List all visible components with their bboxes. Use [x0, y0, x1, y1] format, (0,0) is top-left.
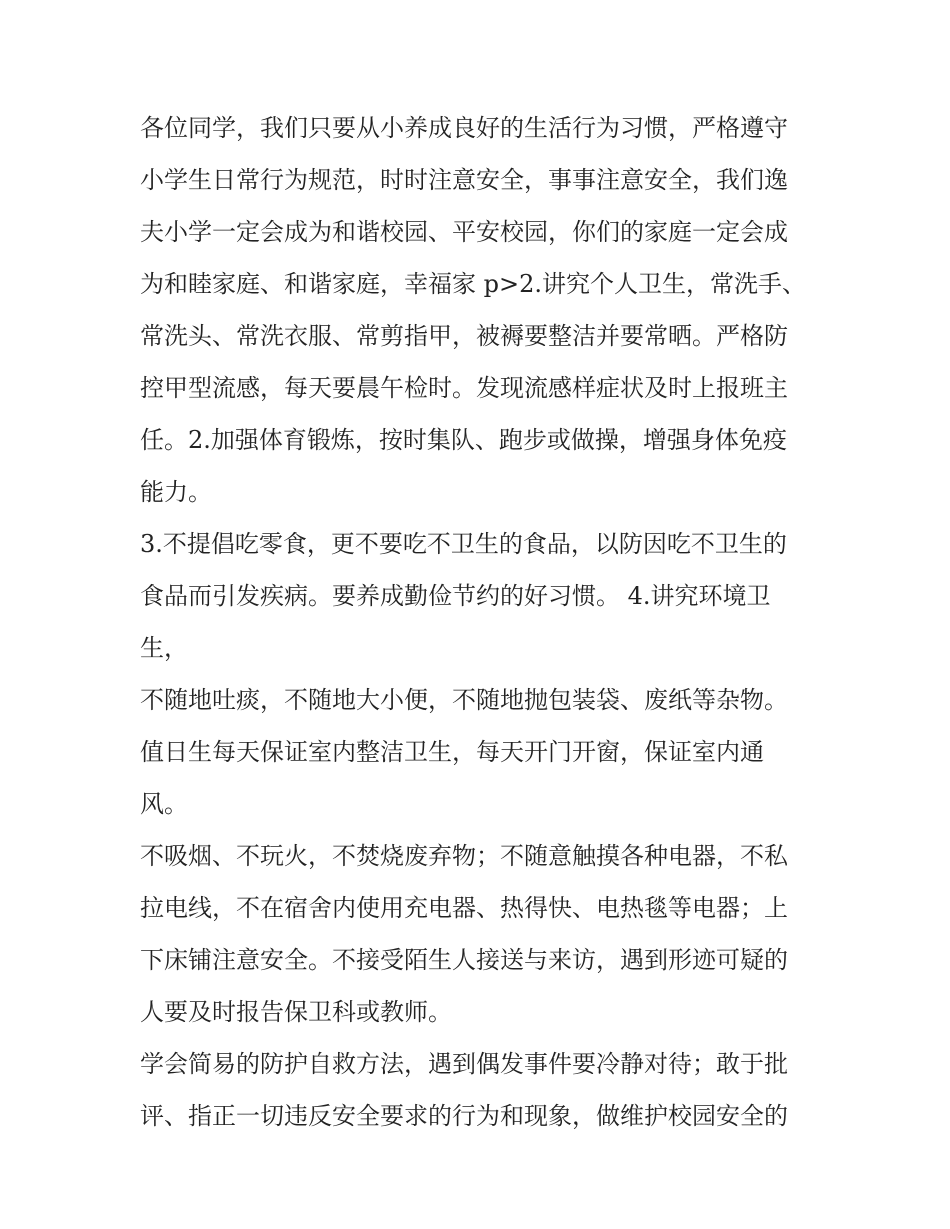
text-line: 不吸烟、不玩火，不焚烧废弃物；不随意触摸各种电器，不私 — [140, 842, 788, 870]
text-line: 食品而引发疾病。要养成勤俭节约的好习惯。 4.讲究环境卫 — [140, 582, 771, 610]
text-line: 为和睦家庭、和谐家庭，幸福家 p>2.讲究个人卫生，常洗手、 — [140, 270, 806, 298]
text-line: 各位同学，我们只要从小养成良好的生活行为习惯，严格遵守 — [140, 114, 788, 142]
text-line: 小学生日常行为规范，时时注意安全，事事注意安全，我们逸 — [140, 166, 788, 194]
text-line: 不随地吐痰，不随地大小便，不随地抛包装袋、废纸等杂物。 — [140, 686, 788, 714]
text-line: 评、指正一切违反安全要求的行为和现象，做维护校园安全的 — [140, 1102, 788, 1130]
text-line: 学会简易的防护自救方法，遇到偶发事件要冷静对待；敢于批 — [140, 1050, 788, 1078]
text-line: 控甲型流感，每天要晨午检时。发现流感样症状及时上报班主 — [140, 374, 788, 402]
text-line: 夫小学一定会成为和谐校园、平安校园，你们的家庭一定会成 — [140, 218, 788, 246]
text-line: 常洗头、常洗衣服、常剪指甲，被褥要整洁并要常晒。严格防 — [140, 322, 788, 350]
text-line: 风。 — [140, 790, 188, 818]
text-line: 3.不提倡吃零食，更不要吃不卫生的食品，以防因吃不卫生的 — [140, 530, 787, 558]
text-line: 人要及时报告保卫科或教师。 — [140, 998, 452, 1026]
text-line: 拉电线，不在宿舍内使用充电器、热得快、电热毯等电器；上 — [140, 894, 788, 922]
text-line: 下床铺注意安全。不接受陌生人接送与来访，遇到形迹可疑的 — [140, 946, 788, 974]
text-line: 任。2.加强体育锻炼，按时集队、跑步或做操，增强身体免疫 — [140, 426, 787, 454]
text-line: 生， — [140, 634, 188, 662]
text-line: 值日生每天保证室内整洁卫生，每天开门开窗，保证室内通 — [140, 738, 764, 766]
document-body — [140, 102, 820, 1142]
text-line: 能力。 — [140, 478, 212, 506]
